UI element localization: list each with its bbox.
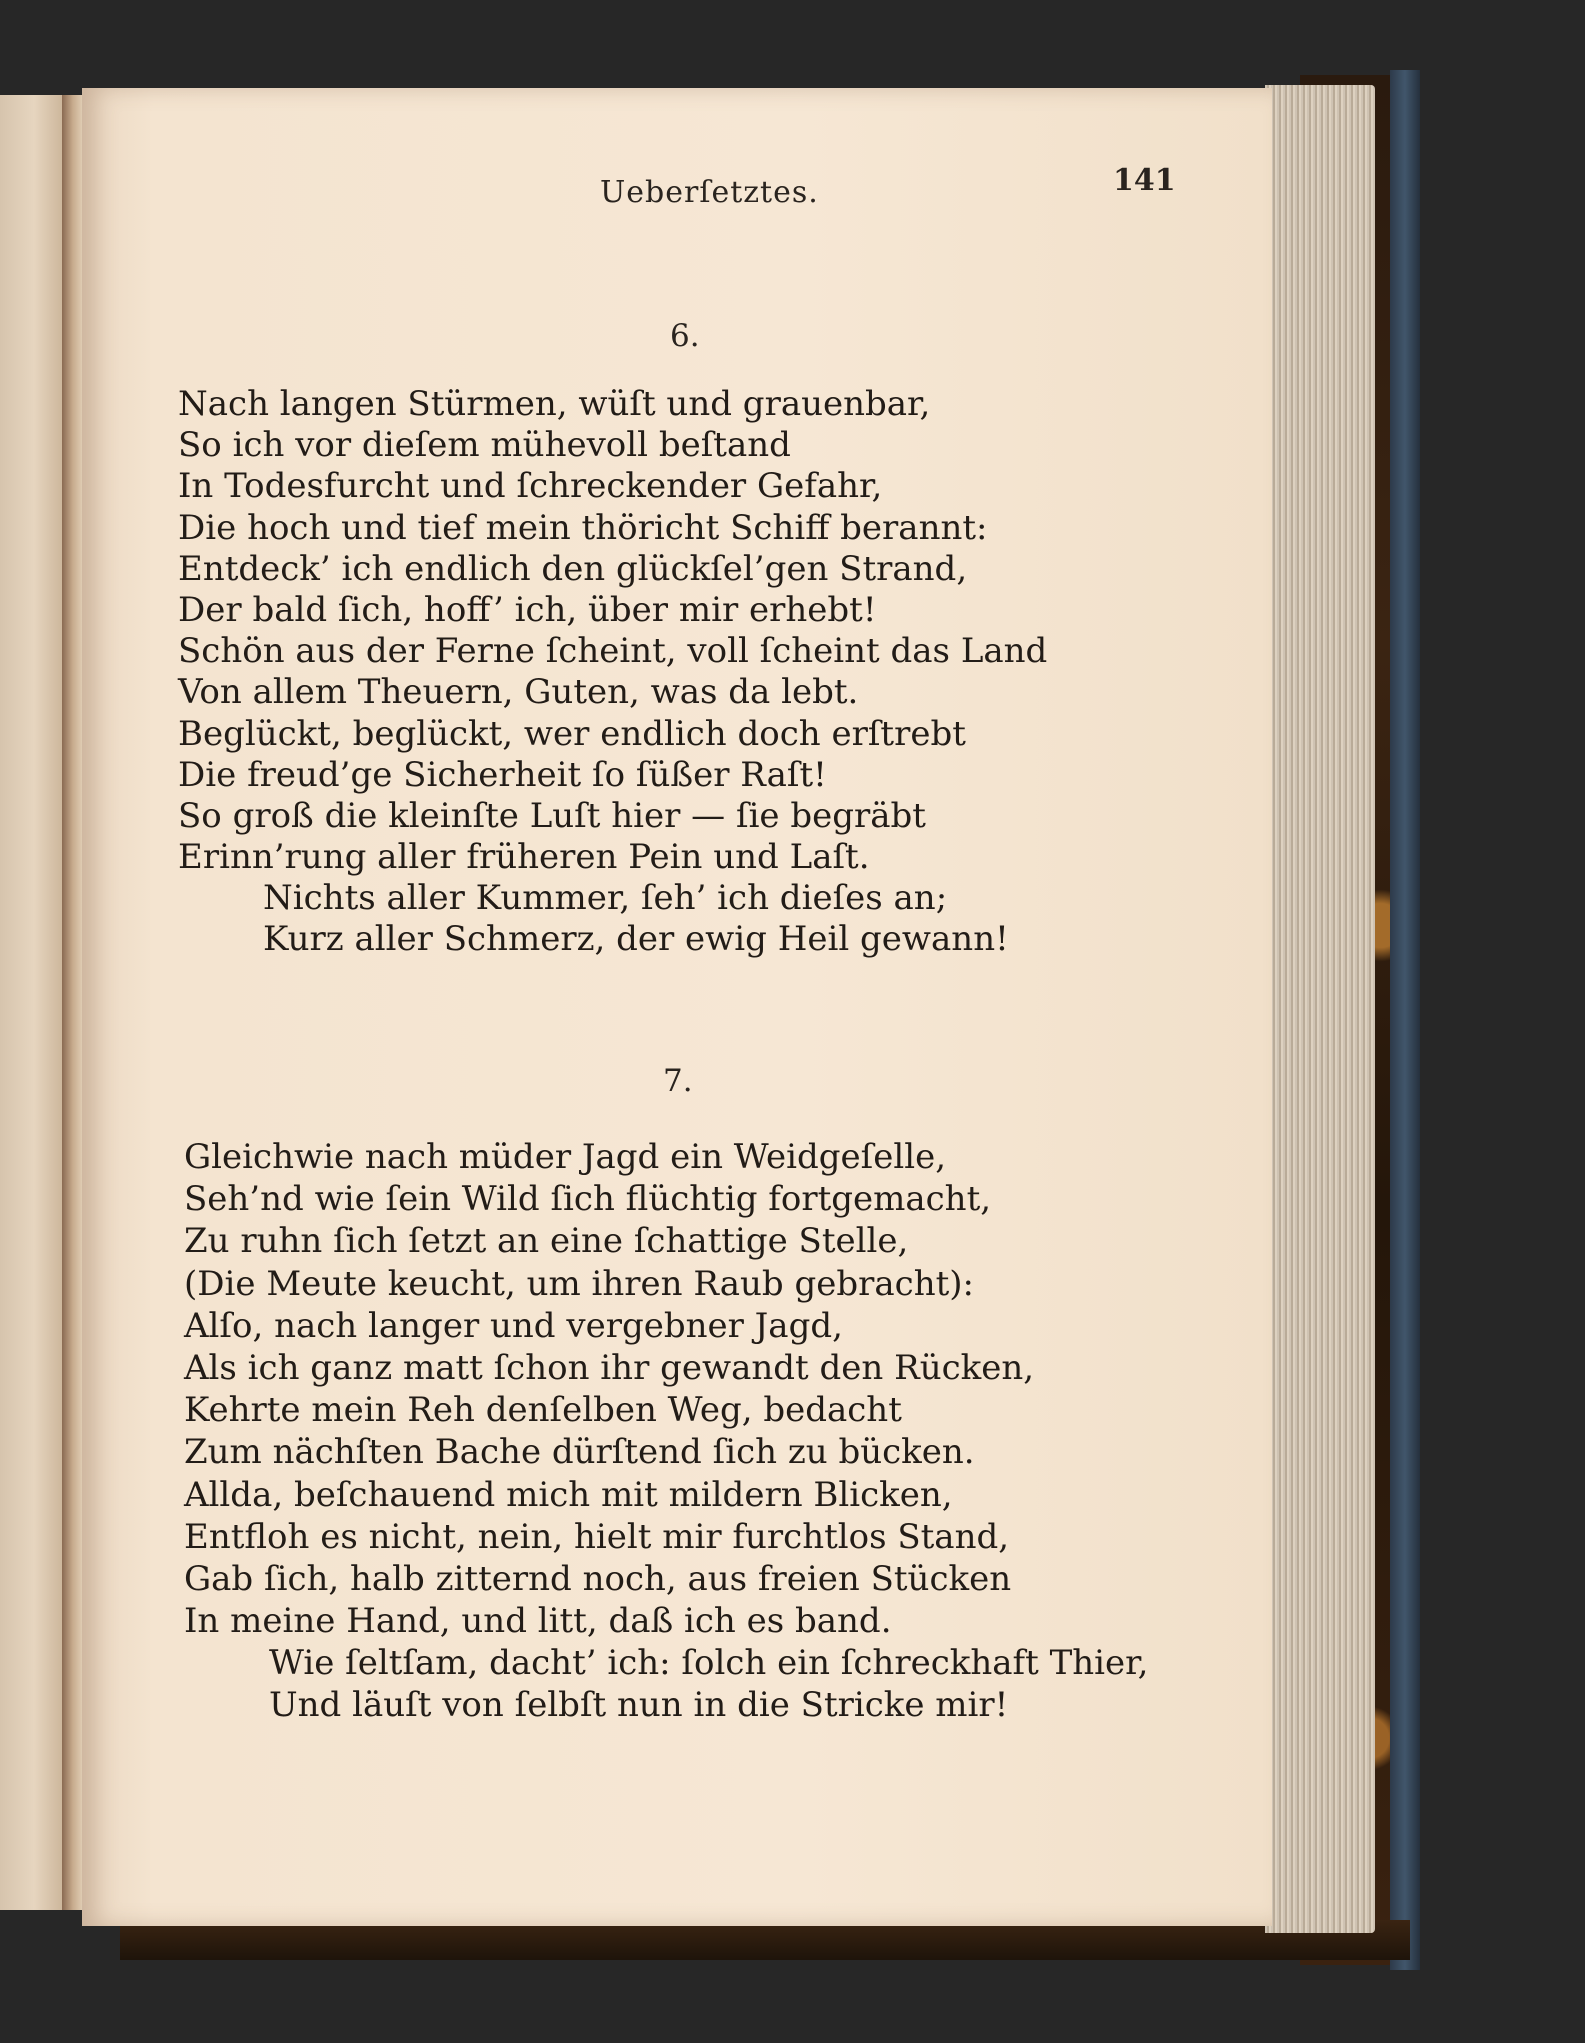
- page-number: 141: [1113, 163, 1176, 198]
- page-block-edges: [1265, 85, 1375, 1933]
- verse-line: Schön aus der Ferne ſcheint, voll ſcheint das Land: [178, 631, 1048, 672]
- verse-line-indented: Kurz aller Schmerz, der ewig Heil gewann!: [263, 919, 1009, 960]
- verse-line: Seh’nd wie ſein Wild ſich flüchtig fortgemacht,: [184, 1179, 992, 1220]
- verse-line: In Todesfurcht und ſchreckender Gefahr,: [178, 466, 883, 507]
- verse-line: Erinn’rung aller früheren Pein und Laſt.: [178, 837, 870, 878]
- previous-page-sliver: [0, 95, 62, 1910]
- running-head: Ueberſetztes.: [600, 175, 819, 210]
- verse-line-indented: Nichts aller Kummer, ſeh’ ich dieſes an;: [263, 878, 948, 919]
- verse-line: Die freud’ge Sicherheit ſo ſüßer Raſt!: [178, 754, 827, 795]
- verse-line: Der bald ſich, hoff’ ich, über mir erhebt!: [178, 589, 877, 630]
- cover-bottom-edge: [120, 1920, 1410, 1960]
- verse-line: Beglückt, beglückt, wer endlich doch erſtrebt: [178, 713, 966, 754]
- section-number: 7.: [663, 1063, 693, 1099]
- verse-line: So ich vor dieſem mühevoll beſtand: [178, 425, 791, 466]
- verse-line-indented: Und läuſt von ſelbſt nun in die Stricke mir!: [269, 1685, 1009, 1726]
- verse-line: Von allem Theuern, Guten, was da lebt.: [178, 672, 859, 713]
- verse-line: Alſo, nach langer und vergebner Jagd,: [184, 1305, 843, 1346]
- verse-line: Nach langen Stürmen, wüſt und grauenbar,: [178, 384, 931, 424]
- verse-line: Kehrte mein Reh denſelben Weg, bedacht: [184, 1390, 902, 1431]
- verse-line: Als ich ganz matt ſchon ihr gewandt den Rücken,: [184, 1347, 1035, 1388]
- poem-7: [184, 1136, 1148, 1727]
- verse-line-indented: Wie ſeltſam, dacht’ ich: ſolch ein ſchreckhaft Thier,: [269, 1643, 1149, 1684]
- verse-line: Entfloh es nicht, nein, hielt mir furchtlos Stand,: [184, 1516, 1010, 1557]
- poem-6: [178, 384, 1047, 961]
- verse-line: Gleichwie nach müder Jagd ein Weidgeſelle,: [184, 1137, 947, 1177]
- verse-line: Zu ruhn ſich ſetzt an eine ſchattige Stelle,: [184, 1221, 909, 1262]
- verse-line: Zum nächſten Bache dürſtend ſich zu bücken.: [184, 1432, 975, 1473]
- verse-line: Allda, beſchauend mich mit mildern Blicken,: [184, 1474, 953, 1515]
- verse-line: In meine Hand, und litt, daß ich es band.: [184, 1601, 892, 1642]
- verse-line: Die hoch und tief mein thöricht Schiff berannt:: [178, 507, 988, 548]
- cloth-spine-edge: [1390, 70, 1420, 1970]
- verse-line: (Die Meute keucht, um ihren Raub gebracht):: [184, 1263, 975, 1304]
- section-number: 6.: [670, 318, 700, 354]
- verse-line: So groß die kleinſte Luſt hier — ſie begräbt: [178, 795, 926, 836]
- verse-line: Entdeck’ ich endlich den glückſel’gen Strand,: [178, 548, 968, 589]
- verse-line: Gab ſich, halb zitternd noch, aus freien Stücken: [184, 1558, 1012, 1599]
